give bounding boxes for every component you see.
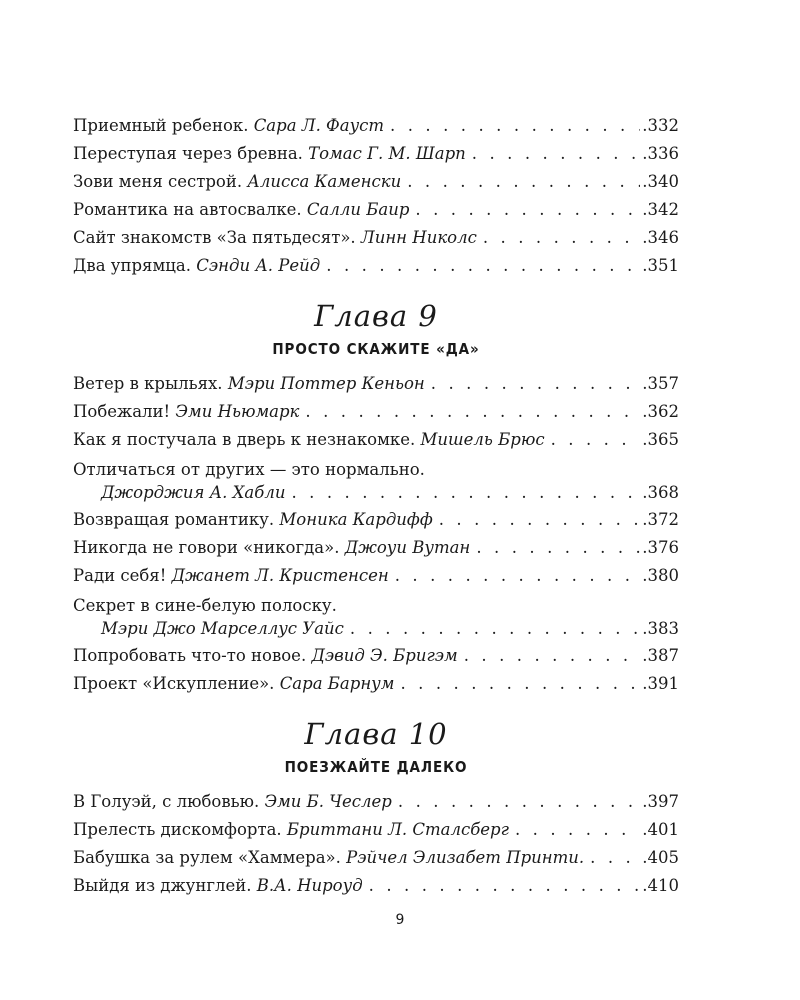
entry-page-number: .340 <box>642 172 679 191</box>
entry-title: Зови меня сестрой. <box>73 172 243 191</box>
entry-title: Возвращая романтику. <box>73 510 275 529</box>
entry-author: Мэри Джо Марселлус Уайс <box>101 619 344 638</box>
entry-title: Переступая через бревна. <box>73 144 303 163</box>
entry-title: Попробовать что-то новое. <box>73 646 307 665</box>
toc-entry <box>73 594 679 640</box>
entry-title: Ради себя! <box>73 566 167 585</box>
entry-page-number: .391 <box>642 674 679 693</box>
entry-author: Мишель Брюс <box>420 430 545 449</box>
entry-author: Линн Николс <box>360 228 477 247</box>
entry-page-number: .383 <box>642 619 679 638</box>
entry-title: Романтика на автосвалке. <box>73 200 302 219</box>
entry-author: Сэнди А. Рейд <box>196 256 321 275</box>
entry-title: В Голуэй, с любовью. <box>73 792 260 811</box>
dot-leader <box>515 816 640 844</box>
entry-author: Томас Г. М. Шарп <box>308 144 466 163</box>
dot-leader <box>350 617 640 640</box>
entry-title: Как я постучала в дверь к незнакомке. <box>73 430 416 449</box>
entry-author: Эми Ньюмарк <box>175 402 300 421</box>
toc-entry <box>73 398 679 426</box>
entry-author: Алисса Каменски <box>247 172 402 191</box>
toc-entry <box>73 426 679 454</box>
dot-leader <box>291 481 640 504</box>
toc-entry <box>73 168 679 196</box>
entry-page-number: .357 <box>642 374 679 393</box>
entry-title: Выйдя из джунглей. <box>73 876 252 895</box>
entry-author: Сара Барнум <box>279 674 395 693</box>
entry-page-number: .397 <box>642 792 679 811</box>
entry-title: Проект «Искупление». <box>73 674 275 693</box>
dot-leader <box>400 670 640 698</box>
entry-title: Секрет в сине-белую полоску. <box>73 596 337 615</box>
entry-page-number: .342 <box>642 200 679 219</box>
entry-title: Сайт знакомств «За пятьдесят». <box>73 228 356 247</box>
entry-author: Джанет Л. Кристенсен <box>171 566 389 585</box>
entry-page-number: .346 <box>642 228 679 247</box>
entry-author: Бриттани Л. Сталсберг <box>286 820 509 839</box>
entry-title: Никогда не говори «никогда». <box>73 538 340 557</box>
entry-author: Эми Б. Чеслер <box>264 792 392 811</box>
entry-page-number: .410 <box>642 876 679 895</box>
entry-page-number: .380 <box>642 566 679 585</box>
dot-leader <box>472 140 640 168</box>
toc-entry <box>73 788 679 816</box>
table-of-contents <box>73 112 679 900</box>
entry-title: Приемный ребенок. <box>73 116 249 135</box>
entry-page-number: .351 <box>642 256 679 275</box>
dot-leader <box>390 112 640 140</box>
entry-author: Джорджия А. Хабли <box>101 483 286 502</box>
dot-leader <box>483 224 640 252</box>
toc-section-chapter-9 <box>73 370 679 698</box>
dot-leader <box>395 562 641 590</box>
toc-entry <box>73 872 679 900</box>
dot-leader <box>431 370 640 398</box>
dot-leader <box>326 252 640 280</box>
dot-leader <box>590 844 640 872</box>
entry-page-number: .376 <box>642 538 679 557</box>
entry-title: Отличаться от других — это нормально. <box>73 460 425 479</box>
dot-leader <box>407 168 640 196</box>
toc-entry <box>73 252 679 280</box>
dot-leader <box>464 642 641 670</box>
entry-page-number: .405 <box>642 848 679 867</box>
entry-page-number: .401 <box>642 820 679 839</box>
toc-entry <box>73 670 679 698</box>
entry-author: Дэвид Э. Бригэм <box>311 646 458 665</box>
entry-page-number: .362 <box>642 402 679 421</box>
entry-author: Моника Кардифф <box>279 510 433 529</box>
toc-entry <box>73 140 679 168</box>
chapter-title: Глава 9 <box>314 299 438 333</box>
entry-title: Ветер в крыльях. <box>73 374 223 393</box>
toc-entry <box>73 562 679 590</box>
entry-title: Бабушка за рулем «Хаммера». <box>73 848 341 867</box>
toc-section-chapter-10 <box>73 788 679 900</box>
toc-entry <box>73 458 679 504</box>
dot-leader <box>305 398 640 426</box>
chapter-subtitle: ПРОСТО СКАЖИТЕ «ДА» <box>272 340 480 358</box>
toc-entry <box>73 224 679 252</box>
entry-title: Два упрямца. <box>73 256 191 275</box>
dot-leader <box>398 788 640 816</box>
chapter-title: Глава 10 <box>304 717 448 751</box>
dot-leader <box>476 534 640 562</box>
toc-entry <box>73 534 679 562</box>
entry-author: Сара Л. Фауст <box>253 116 385 135</box>
entry-author: Салли Баир <box>306 200 410 219</box>
entry-author: Джоуи Вутан <box>344 538 471 557</box>
entry-title: Побежали! <box>73 402 171 421</box>
entry-page-number: .368 <box>642 483 679 502</box>
toc-entry <box>73 196 679 224</box>
dot-leader <box>369 872 641 900</box>
dot-leader <box>439 506 641 534</box>
entry-title: Прелесть дискомфорта. <box>73 820 282 839</box>
toc-section-top <box>73 112 679 280</box>
entry-author: В.А. Нироуд <box>256 876 363 895</box>
entry-page-number: .372 <box>642 510 679 529</box>
entry-page-number: .387 <box>642 646 679 665</box>
page-number: 9 <box>395 912 405 928</box>
toc-entry <box>73 642 679 670</box>
dot-leader <box>415 196 640 224</box>
toc-entry <box>73 844 679 872</box>
dot-leader <box>551 426 641 454</box>
entry-page-number: .332 <box>642 116 679 135</box>
toc-entry <box>73 816 679 844</box>
toc-entry <box>73 112 679 140</box>
toc-entry <box>73 506 679 534</box>
chapter-subtitle: ПОЕЗЖАЙТЕ ДАЛЕКО <box>284 758 468 776</box>
toc-entry <box>73 370 679 398</box>
entry-page-number: .365 <box>642 430 679 449</box>
entry-author: Рэйчел Элизабет Принти. <box>346 848 585 867</box>
entry-page-number: .336 <box>642 144 679 163</box>
entry-author: Мэри Поттер Кеньон <box>227 374 425 393</box>
